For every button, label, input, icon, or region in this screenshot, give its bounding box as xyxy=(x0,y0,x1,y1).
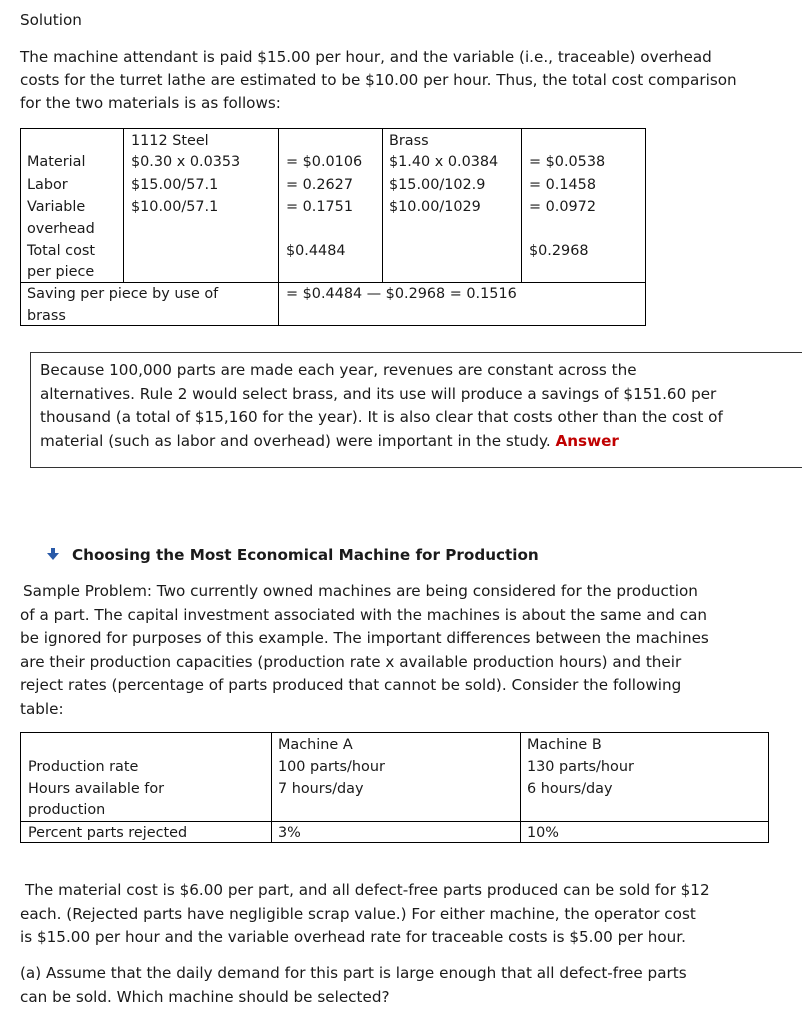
steel-material-calc: $0.30 x 0.0353 xyxy=(131,154,241,170)
row-label-overhead-1: Variable xyxy=(27,199,86,215)
section-heading: Choosing the Most Economical Machine for Production xyxy=(72,546,539,564)
intro-line: costs for the turret lathe are estimated to be $10.00 per hour. Thus, the total cost comparison xyxy=(20,71,737,89)
row-label-rejected: Percent parts rejected xyxy=(28,825,188,841)
sample-problem-paragraph xyxy=(20,580,802,722)
row-label-hours-2: production xyxy=(28,802,106,818)
material-line: is $15.00 per hour and the variable overhead rate for traceable costs is $5.00 per hour. xyxy=(20,928,686,947)
answer-box xyxy=(30,352,802,468)
row-label-overhead-2: overhead xyxy=(27,221,95,237)
machine-b-rate: 130 parts/hour xyxy=(527,759,634,775)
header-steel: 1112 Steel xyxy=(131,133,209,149)
machine-b-rejected: 10% xyxy=(527,825,559,841)
answer-line: Because 100,000 parts are made each year, revenues are constant across the xyxy=(40,361,637,379)
steel-overhead-value: = 0.1751 xyxy=(286,199,353,215)
steel-material-value: = $0.0106 xyxy=(286,154,363,170)
section-heading-row xyxy=(46,544,539,566)
material-line: The material cost is $6.00 per part, and all defect-free parts produced can be sold for $12 xyxy=(25,881,710,899)
brass-labor-calc: $15.00/102.9 xyxy=(389,177,486,193)
saving-label-1: Saving per piece by use of xyxy=(27,286,219,302)
material-cost-paragraph xyxy=(20,879,802,950)
header-brass: Brass xyxy=(389,133,429,149)
total-label-2: per piece xyxy=(27,264,95,280)
sample-line: table: xyxy=(20,699,64,718)
brass-labor-value: = 0.1458 xyxy=(529,177,596,193)
arrow-down-icon xyxy=(46,547,60,561)
question-paragraph xyxy=(20,962,802,1009)
saving-value: = $0.4484 — $0.2968 = 0.1516 xyxy=(286,286,517,302)
sample-line: Sample Problem: Two currently owned machines are being considered for the production xyxy=(23,582,698,600)
answer-line: thousand (a total of $15,160 for the year). It is also clear that costs other than the cost of xyxy=(40,408,723,427)
answer-line: material (such as labor and overhead) were important in the study. xyxy=(40,432,556,451)
saving-label-2: brass xyxy=(27,308,66,324)
row-label-labor: Labor xyxy=(27,177,68,193)
brass-overhead-calc: $10.00/1029 xyxy=(389,199,481,215)
steel-overhead-calc: $10.00/57.1 xyxy=(131,199,219,215)
sample-line: of a part. The capital investment associated with the machines is about the same and can xyxy=(20,605,707,624)
machine-table xyxy=(20,732,769,843)
sample-line: are their production capacities (production rate x available production hours) and their xyxy=(20,652,682,671)
sample-line: be ignored for purposes of this example. The important differences between the machines xyxy=(20,629,709,648)
machine-a-rate: 100 parts/hour xyxy=(278,759,385,775)
cost-comparison-table xyxy=(20,128,646,326)
brass-material-value: = $0.0538 xyxy=(529,154,606,170)
header-machine-b: Machine B xyxy=(527,737,602,753)
total-label-1: Total cost xyxy=(27,243,96,259)
brass-overhead-value: = 0.0972 xyxy=(529,199,596,215)
intro-line: for the two materials is as follows: xyxy=(20,94,281,112)
machine-b-hours: 6 hours/day xyxy=(527,781,613,797)
answer-line: alternatives. Rule 2 would select brass, and its use will produce a savings of $151.60 per xyxy=(40,384,717,403)
steel-labor-calc: $15.00/57.1 xyxy=(131,177,219,193)
total-steel: $0.4484 xyxy=(286,243,346,259)
question-line: can be sold. Which machine should be selected? xyxy=(20,987,390,1006)
brass-material-calc: $1.40 x 0.0384 xyxy=(389,154,499,170)
row-label-hours-1: Hours available for xyxy=(28,781,165,797)
total-brass: $0.2968 xyxy=(529,243,589,259)
row-label-production-rate: Production rate xyxy=(28,759,139,775)
question-line: (a) Assume that the daily demand for this part is large enough that all defect-free parts xyxy=(20,964,687,982)
header-machine-a: Machine A xyxy=(278,737,353,753)
answer-label: Answer xyxy=(555,432,619,451)
row-label-material: Material xyxy=(27,154,86,170)
intro-paragraph xyxy=(20,46,802,115)
sample-line: reject rates (percentage of parts produced that cannot be sold). Consider the following xyxy=(20,676,682,695)
machine-a-hours: 7 hours/day xyxy=(278,781,364,797)
steel-labor-value: = 0.2627 xyxy=(286,177,353,193)
material-line: each. (Rejected parts have negligible scrap value.) For either machine, the operator cost xyxy=(20,904,696,923)
solution-heading: Solution xyxy=(20,11,82,29)
machine-a-rejected: 3% xyxy=(278,825,301,841)
intro-line: The machine attendant is paid $15.00 per hour, and the variable (i.e., traceable) overhead xyxy=(20,48,712,66)
